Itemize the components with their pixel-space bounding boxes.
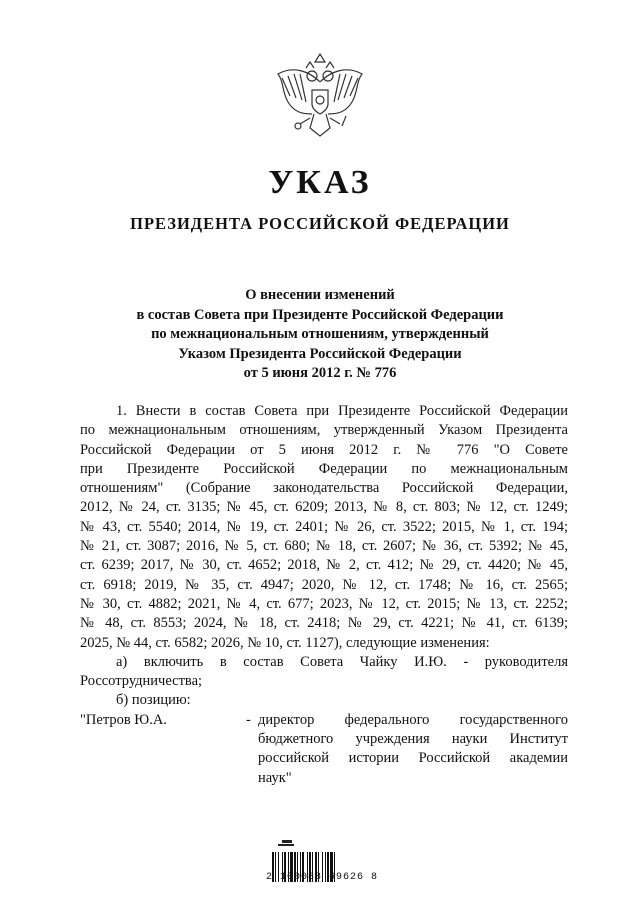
item-b-line: б) позицию: (116, 692, 191, 709)
paragraph-line: по межнациональным отношениям, утвержденный Указом Президента (80, 422, 568, 439)
document-subtitle: ПРЕЗИДЕНТА РОССИЙСКОЙ ФЕДЕРАЦИИ (130, 214, 510, 233)
paragraph-line: № 43, ст. 5540; 2014, № 19, ст. 2401; № 26, ст. 3522; 2015, № 1, ст. 194; (80, 518, 568, 535)
position-person-name: "Петров Ю.А. (80, 711, 167, 728)
paragraph-line: № 30, ст. 4882; 2021, № 4, ст. 677; 2023, № 12, ст. 2015; № 13, ст. 2252; (80, 595, 568, 612)
paragraph-line: 2012, № 24, ст. 3135; № 45, ст. 6209; 2013, № 8, ст. 803; № 12, ст. 1249; (80, 499, 568, 516)
paragraph-line: № 21, ст. 3087; 2016, № 5, ст. 680; № 18, ст. 2607; № 36, ст. 5392; № 45, (80, 538, 568, 555)
item-a-line: а) включить в состав Совета Чайку И.Ю. - руководителя (116, 653, 568, 670)
document-title: УКАЗ (268, 164, 372, 201)
paragraph-line: ст. 6918; 2019, № 35, ст. 4947; 2020, № 12, ст. 1748; № 16, ст. 2565; (80, 576, 568, 593)
coat-of-arms-icon (272, 52, 368, 142)
paragraph-line: № 48, ст. 8553; 2024, № 18, ст. 2418; № 29, ст. 4221; № 41, ст. 6139; (80, 615, 568, 632)
item-a-line: Россотрудничества; (80, 673, 203, 690)
decree-body (80, 402, 568, 788)
barcode-icon (268, 826, 372, 896)
barcode-number: 2 100088 69626 8 (265, 872, 378, 883)
position-desc-line: российской истории Российской академии (258, 750, 568, 767)
paragraph-line: отношениям" (Собрание законодательства Российской Федерации, (80, 480, 568, 497)
position-desc-line: бюджетного учреждения науки Институт (258, 731, 568, 748)
decree-heading (60, 286, 580, 384)
heading-line: в состав Совета при Президенте Российской Федерации (136, 306, 504, 323)
position-desc-line: директор федерального государственного (258, 711, 568, 728)
position-dash: - (246, 711, 251, 728)
position-entry (80, 711, 568, 788)
paragraph-line: ст. 6239; 2017, № 30, ст. 4652; 2018, № 2, ст. 412; № 29, ст. 4420; № 45, (80, 557, 568, 574)
heading-line: О внесении изменений (245, 287, 395, 303)
paragraph-line: Российской Федерации от 5 июня 2012 г. № 776 "О Совете (80, 441, 568, 458)
heading-line: Указом Президента Российской Федерации (178, 345, 462, 362)
paragraph-line: при Президенте Российской Федерации по межнациональным (80, 460, 568, 477)
position-desc-line: наук" (258, 769, 292, 786)
heading-line: от 5 июня 2012 г. № 776 (243, 365, 397, 381)
paragraph-line: 1. Внести в состав Совета при Президенте Российской Федерации (116, 403, 568, 419)
paragraph-line: 2025, № 44, ст. 6582; 2026, № 10, ст. 1127), следующие изменения: (80, 634, 490, 651)
heading-line: по межнациональным отношениям, утвержденный (151, 326, 489, 342)
position-description (258, 711, 568, 788)
